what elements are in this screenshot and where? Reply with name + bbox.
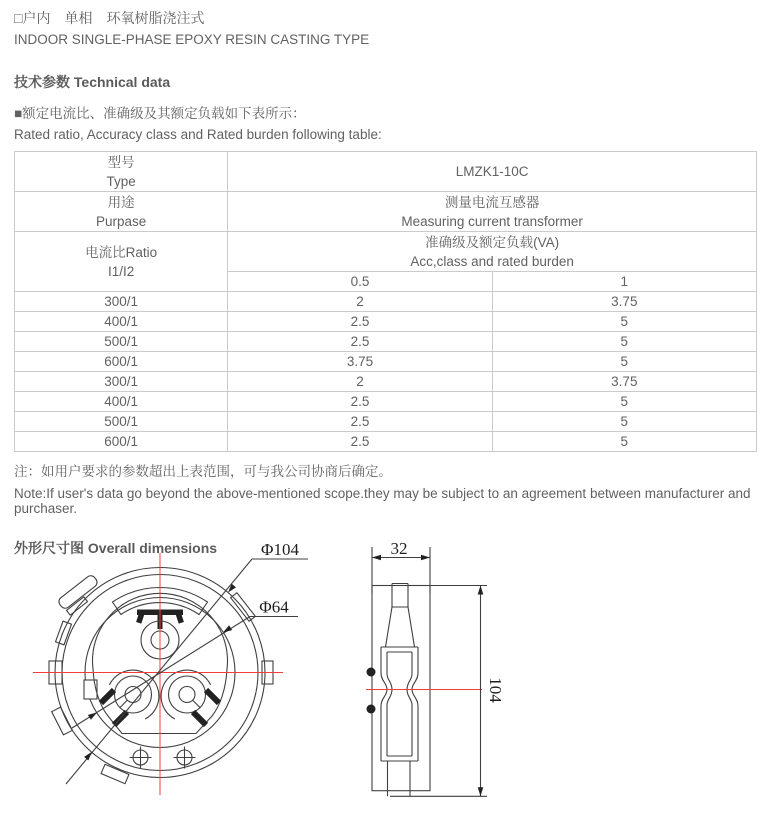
table-row-type [15,152,757,192]
table-row [15,412,757,432]
side-stud-upper [367,668,376,677]
burden-05-cell: 2.5 [228,432,492,452]
type-value-cell: LMZK1-10C [228,152,757,192]
note-zh: 注：如用户要求的参数超出上表范围，可与我公司协商后确定。 [14,464,392,479]
burden-05-cell: 2.5 [228,332,492,352]
burden-1-cell: 5 [492,352,756,372]
burden-header-en: Acc,class and rated burden [410,253,574,269]
ratio-cell: 600/1 [15,432,228,452]
note-en: Note:If user's data go beyond the above-mentioned scope.they may be subject to an agreement between manufacturer and purchaser. [14,486,751,516]
lower-left-terminal [101,670,159,725]
type-label-zh: 型号 [107,154,135,170]
ratio-cell: 500/1 [15,412,228,432]
burden-1-cell: 5 [492,332,756,352]
side-stud-lower [367,705,376,714]
rated-ratio-line-en: Rated ratio, Accuracy class and Rated burden following table: [14,127,382,142]
burden-05-cell: 2 [228,292,492,312]
burden-1-cell: 5 [492,312,756,332]
table-row [15,392,757,412]
datasheet-page [0,9,778,558]
class-col-1-cell: 1 [492,272,756,292]
table-row [15,432,757,452]
burden-1-cell: 5 [492,412,756,432]
ratio-label-en: I1/I2 [108,263,135,279]
ratio-cell: 600/1 [15,352,228,372]
width-32-label: 32 [390,539,408,558]
burden-1-cell: 5 [492,432,756,452]
spec-table [14,151,757,452]
purpose-label-cell [15,192,228,232]
purpose-value-cell [228,192,757,232]
ratio-label-cell [15,232,228,292]
burden-05-cell: 3.75 [228,352,492,372]
height-104-label: 104 [486,677,505,703]
dim-width-32 [372,539,430,593]
ratio-label-zh: 电流比Ratio [85,244,158,260]
overall-dimensions-heading: 外形尺寸图 Overall dimensions [14,540,218,556]
burden-05-cell: 2.5 [228,392,492,412]
keyway-notch [84,680,97,699]
purpose-label-en: Purpase [95,213,147,229]
ratio-cell: 400/1 [15,392,228,412]
type-label-cell [15,152,228,192]
burden-1-cell: 3.75 [492,292,756,312]
burden-05-cell: 2 [228,372,492,392]
table-row [15,372,757,392]
burden-1-cell: 3.75 [492,372,756,392]
technical-data-heading: 技术参数 Technical data [14,74,171,90]
ratio-cell: 300/1 [15,372,228,392]
purpose-label-zh: 用途 [107,194,135,210]
table-row-purpose [15,192,757,232]
ratio-cell: 300/1 [15,292,228,312]
table-row [15,292,757,312]
side-view [366,539,505,796]
burden-1-cell: 5 [492,392,756,412]
table-row [15,332,757,352]
purpose-value-zh: 测量电流互感器 [444,194,540,210]
mounting-tabs [49,574,273,784]
front-view [33,540,308,795]
ratio-cell: 400/1 [15,312,228,332]
burden-header-cell [228,232,757,272]
burden-05-cell: 2.5 [228,312,492,332]
burden-header-zh: 准确级及额定负载(VA) [425,234,560,250]
dimension-drawing [0,525,778,825]
table-row [15,312,757,332]
phi104-label: Φ104 [261,540,299,559]
product-title-en: INDOOR SINGLE-PHASE EPOXY RESIN CASTING TYPE [14,32,370,47]
lower-right-terminal [161,670,219,725]
phi64-label: Φ64 [259,597,289,617]
product-title-zh: □户内 单相 环氧树脂浇注式 [14,10,205,26]
ratio-cell: 500/1 [15,332,228,352]
table-row [15,352,757,372]
screw-hole-left [130,747,152,769]
class-col-05-cell: 0.5 [228,272,492,292]
type-label-en: Type [106,173,136,189]
purpose-value-en: Measuring current transformer [401,213,583,229]
rated-ratio-bullet-zh: ■额定电流比、准确级及其额定负载如下表所示： [14,106,306,121]
table-row-burden-header [15,232,757,272]
burden-05-cell: 2.5 [228,412,492,432]
